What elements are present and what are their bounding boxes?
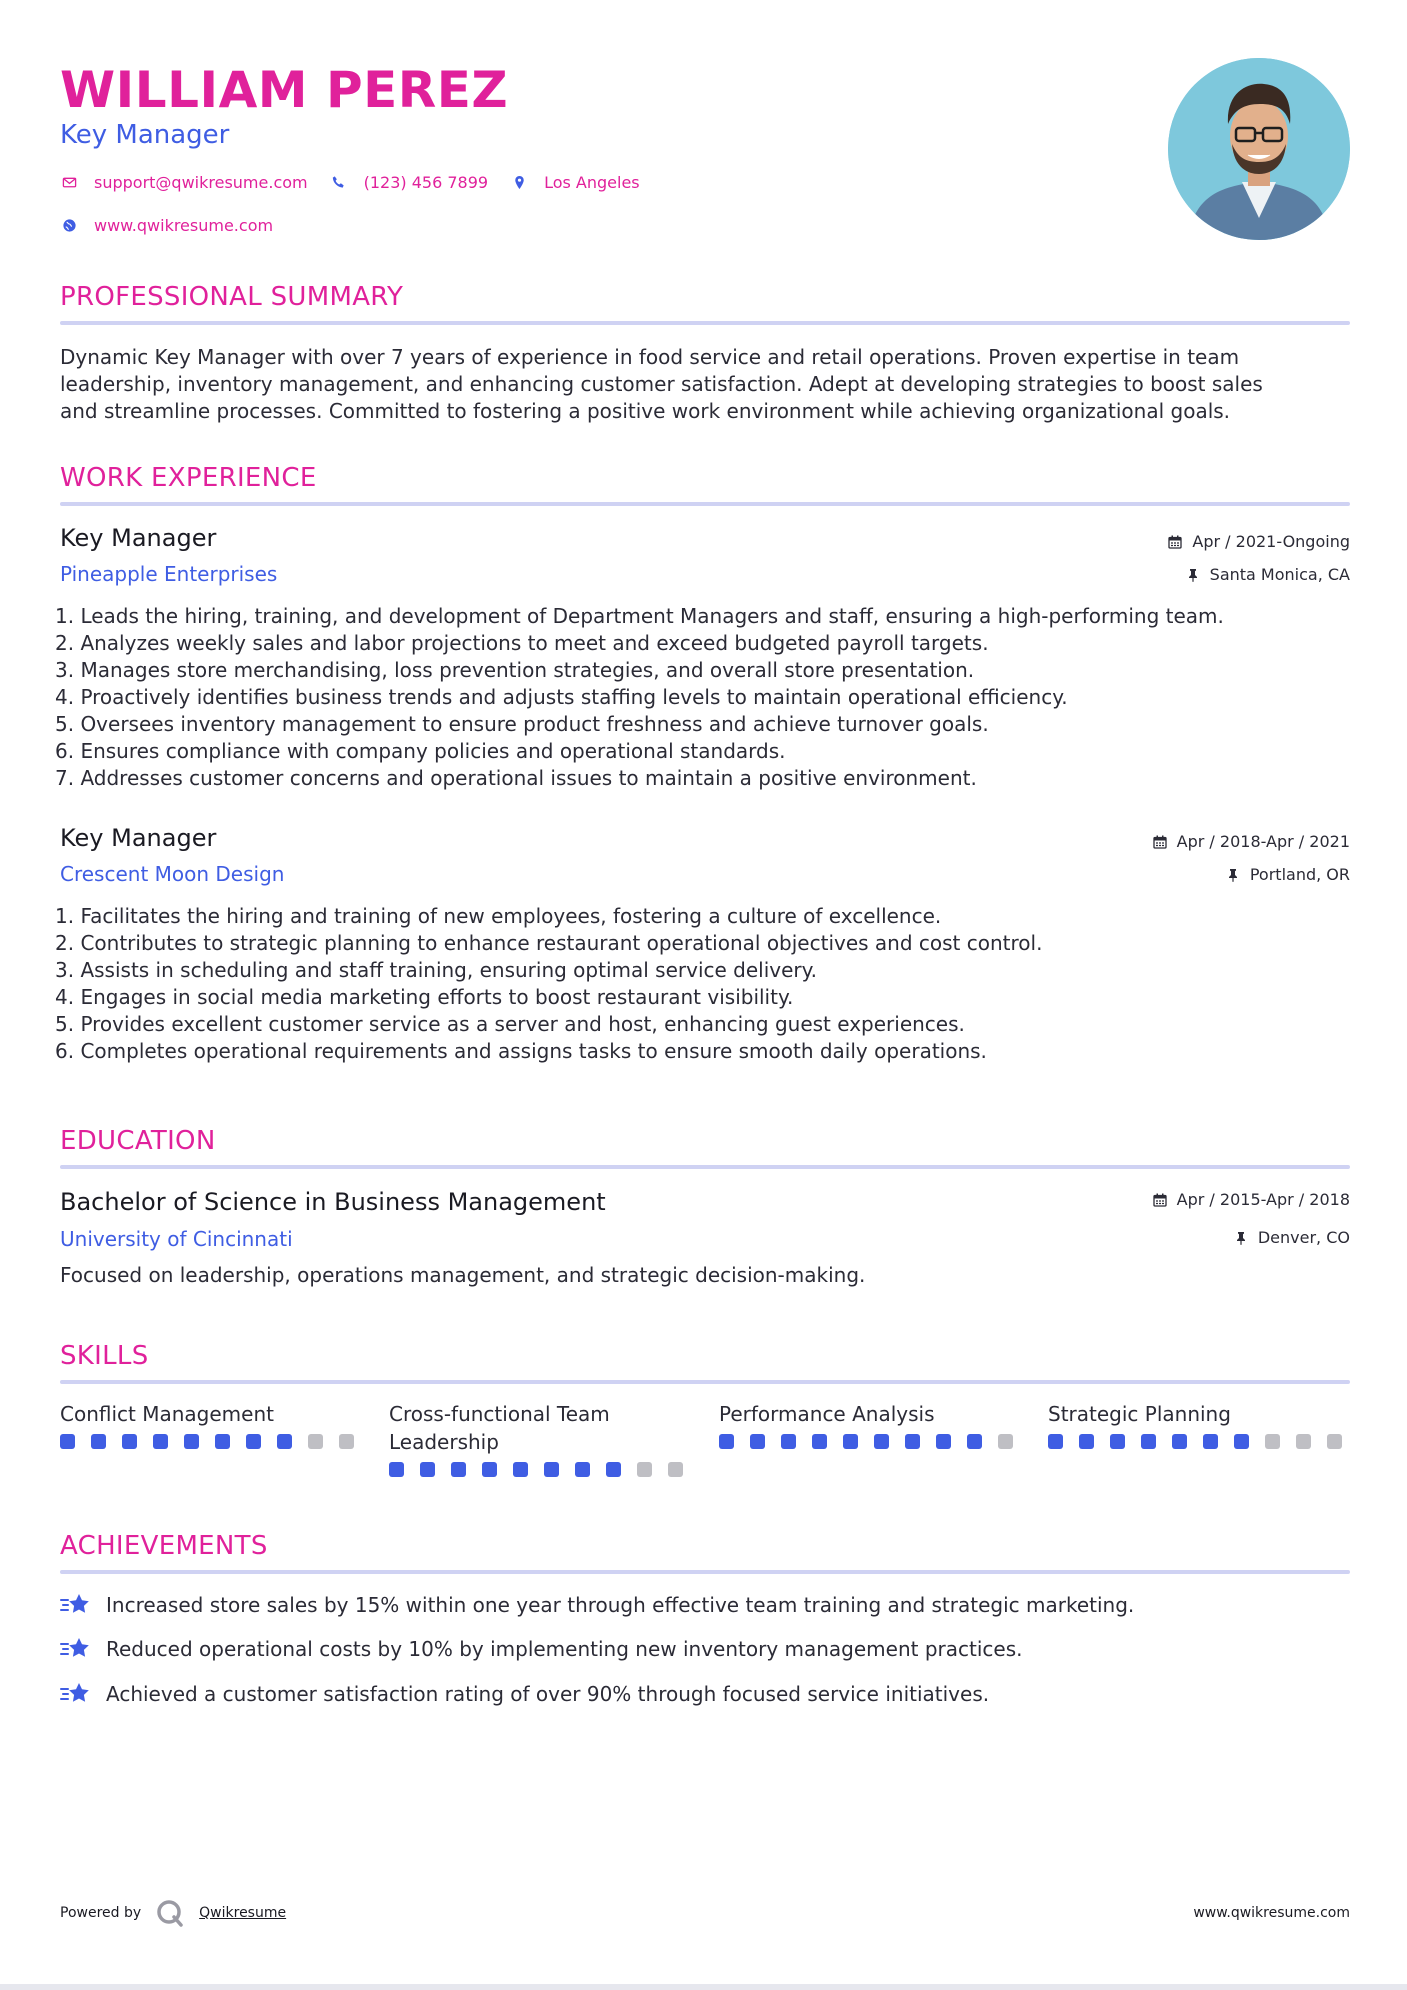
achievement-text: Achieved a customer satisfaction rating of over 90% through focused service initiatives. [106, 1682, 990, 1706]
skills-heading: SKILLS [60, 1341, 149, 1371]
section-divider [60, 1570, 1350, 1574]
job-company: Pineapple Enterprises [60, 562, 278, 586]
calendar-icon [1153, 1193, 1167, 1207]
skill-dot-empty [308, 1434, 323, 1449]
candidate-name: WILLIAM PEREZ [60, 61, 509, 119]
section-divider [60, 1165, 1350, 1169]
qwikresume-logo-icon [155, 1898, 185, 1928]
globe-icon [60, 216, 78, 234]
achievement-text: Reduced operational costs by 10% by implementing new inventory management practices. [106, 1637, 1023, 1661]
pushpin-icon [1186, 568, 1200, 582]
skill-dot-filled [482, 1462, 497, 1477]
summary-line: and streamline processes. Committed to fostering a positive work environment while achieving organizational goals. [60, 399, 1231, 423]
skill-dot-filled [812, 1434, 827, 1449]
map-pin-icon [510, 173, 528, 191]
skill-dot-filled [1141, 1434, 1156, 1449]
skill-item [60, 1400, 370, 1449]
powered-by-label: Powered by [60, 1905, 142, 1921]
skill-dot-filled [1172, 1434, 1187, 1449]
skill-dot-filled [874, 1434, 889, 1449]
skill-dot-filled [513, 1462, 528, 1477]
skill-dot-filled [575, 1462, 590, 1477]
skill-dot-empty [998, 1434, 1013, 1449]
job-dates [1168, 531, 1350, 553]
skill-dot-filled [246, 1434, 261, 1449]
education-location-text: Denver, CO [1257, 1228, 1350, 1247]
skill-dot-filled [389, 1462, 404, 1477]
pushpin-icon [1226, 868, 1240, 882]
degree-title: Bachelor of Science in Business Management [60, 1188, 606, 1216]
skill-dot-filled [967, 1434, 982, 1449]
pushpin-icon [1234, 1231, 1248, 1245]
star-icon [60, 1680, 92, 1708]
skill-dot-filled [905, 1434, 920, 1449]
skill-name: Strategic Planning [1048, 1402, 1231, 1426]
qwikresume-link[interactable]: Qwikresume [199, 1905, 287, 1921]
skill-name-line2: Leadership [389, 1430, 499, 1454]
candidate-title: Key Manager [60, 120, 230, 150]
skill-dot-filled [750, 1434, 765, 1449]
achievement-text: Increased store sales by 15% within one year through effective team training and strategic marketing. [106, 1593, 1135, 1617]
page-bottom-border [0, 1984, 1407, 1990]
contact-email[interactable] [60, 173, 308, 192]
list-item: 5. Provides excellent customer service as a server and host, enhancing guest experiences. [55, 1012, 965, 1036]
job-title: Key Manager [60, 524, 217, 552]
contact-phone[interactable] [330, 173, 488, 192]
experience-heading: WORK EXPERIENCE [60, 463, 317, 493]
skill-dot-filled [60, 1434, 75, 1449]
skill-item [389, 1400, 699, 1477]
list-item: 3. Assists in scheduling and staff training, ensuring optimal service delivery. [55, 958, 817, 982]
skill-dot-filled [936, 1434, 951, 1449]
contact-row [60, 169, 662, 195]
skill-dot-filled [606, 1462, 621, 1477]
list-item: 1. Facilitates the hiring and training of new employees, fostering a culture of excellence. [55, 904, 942, 928]
skill-dot-filled [1203, 1434, 1218, 1449]
skill-dot-empty [668, 1462, 683, 1477]
skill-dot-filled [843, 1434, 858, 1449]
job-location [1226, 864, 1350, 886]
skill-dot-empty [1296, 1434, 1311, 1449]
location-text: Los Angeles [544, 172, 640, 192]
skill-dot-filled [1048, 1434, 1063, 1449]
section-divider [60, 502, 1350, 506]
summary-heading: PROFESSIONAL SUMMARY [60, 282, 404, 312]
skill-level-dots [719, 1434, 1029, 1449]
skill-dot-filled [420, 1462, 435, 1477]
achievement-item [60, 1591, 1134, 1619]
education-heading: EDUCATION [60, 1126, 216, 1156]
job-company: Crescent Moon Design [60, 862, 285, 886]
phone-icon [330, 173, 348, 191]
calendar-icon [1153, 835, 1167, 849]
skill-level-dots [60, 1434, 370, 1449]
skill-dot-filled [781, 1434, 796, 1449]
education-description: Focused on leadership, operations management, and strategic decision-making. [60, 1263, 866, 1287]
job-dates-text: Apr / 2018-Apr / 2021 [1176, 832, 1350, 851]
achievement-item [60, 1635, 1022, 1663]
skill-dot-filled [544, 1462, 559, 1477]
star-icon [60, 1591, 92, 1619]
skill-dot-filled [451, 1462, 466, 1477]
skill-dot-filled [277, 1434, 292, 1449]
star-icon [60, 1635, 92, 1663]
skill-dot-empty [1265, 1434, 1280, 1449]
skill-dot-empty [637, 1462, 652, 1477]
education-dates-text: Apr / 2015-Apr / 2018 [1176, 1190, 1350, 1209]
skill-dot-filled [719, 1434, 734, 1449]
skill-dot-filled [1110, 1434, 1125, 1449]
footer-powered-by [60, 1898, 286, 1928]
skill-dot-empty [339, 1434, 354, 1449]
envelope-icon [60, 173, 78, 191]
list-item: 2. Contributes to strategic planning to enhance restaurant operational objectives and cost control. [55, 931, 1043, 955]
section-divider [60, 321, 1350, 325]
list-item: 4. Engages in social media marketing efforts to boost restaurant visibility. [55, 985, 794, 1009]
summary-text [60, 344, 1360, 425]
email-text: support@qwikresume.com [94, 172, 308, 192]
achievement-item [60, 1680, 989, 1708]
job-title: Key Manager [60, 824, 217, 852]
achievements-heading: ACHIEVEMENTS [60, 1531, 268, 1561]
list-item: 4. Proactively identifies business trends and adjusts staffing levels to maintain operational efficiency. [55, 685, 1068, 709]
skill-name: Performance Analysis [719, 1402, 935, 1426]
phone-text: (123) 456 7899 [363, 172, 489, 192]
profile-photo [1168, 58, 1350, 240]
contact-website[interactable] [60, 216, 273, 235]
job-responsibilities [55, 603, 1355, 792]
section-divider [60, 1380, 1350, 1384]
job-location-text: Santa Monica, CA [1209, 565, 1350, 584]
job-dates-text: Apr / 2021-Ongoing [1192, 532, 1350, 551]
skill-item [1048, 1400, 1358, 1449]
skill-dot-filled [1234, 1434, 1249, 1449]
contact-location [510, 173, 640, 192]
list-item: 7. Addresses customer concerns and operational issues to maintain a positive environment. [55, 766, 977, 790]
list-item: 1. Leads the hiring, training, and development of Department Managers and staff, ensuring a high-performing team. [55, 604, 1224, 628]
summary-line: leadership, inventory management, and enhancing customer satisfaction. Adept at developing strategies to boost sales [60, 372, 1263, 396]
skill-dot-filled [91, 1434, 106, 1449]
footer-website[interactable]: www.qwikresume.com [1193, 1905, 1350, 1921]
job-dates [1153, 831, 1350, 853]
list-item: 2. Analyzes weekly sales and labor projections to meet and exceed budgeted payroll targets. [55, 631, 989, 655]
calendar-icon [1168, 535, 1182, 549]
skill-name: Conflict Management [60, 1402, 274, 1426]
skill-item [719, 1400, 1029, 1449]
summary-line: Dynamic Key Manager with over 7 years of experience in food service and retail operations. Proven expertise in team [60, 345, 1240, 369]
skill-level-dots [389, 1462, 699, 1477]
skill-name: Cross-functional Team [389, 1402, 610, 1426]
list-item: 6. Ensures compliance with company policies and operational standards. [55, 739, 786, 763]
skill-level-dots [1048, 1434, 1358, 1449]
list-item: 3. Manages store merchandising, loss prevention strategies, and overall store presentation. [55, 658, 975, 682]
list-item: 6. Completes operational requirements and assigns tasks to ensure smooth daily operations. [55, 1039, 987, 1063]
education-dates [1153, 1189, 1350, 1211]
job-responsibilities [55, 903, 1355, 1065]
skill-dot-filled [215, 1434, 230, 1449]
job-location [1186, 564, 1350, 586]
skill-dot-filled [153, 1434, 168, 1449]
list-item: 5. Oversees inventory management to ensure product freshness and achieve turnover goals. [55, 712, 989, 736]
website-text: www.qwikresume.com [94, 215, 274, 235]
school-name: University of Cincinnati [60, 1227, 293, 1251]
education-location [1234, 1227, 1350, 1249]
job-location-text: Portland, OR [1249, 865, 1350, 884]
skill-dot-filled [1079, 1434, 1094, 1449]
skill-dot-empty [1327, 1434, 1342, 1449]
skill-dot-filled [122, 1434, 137, 1449]
contact-row-2 [60, 212, 295, 238]
skill-dot-filled [184, 1434, 199, 1449]
